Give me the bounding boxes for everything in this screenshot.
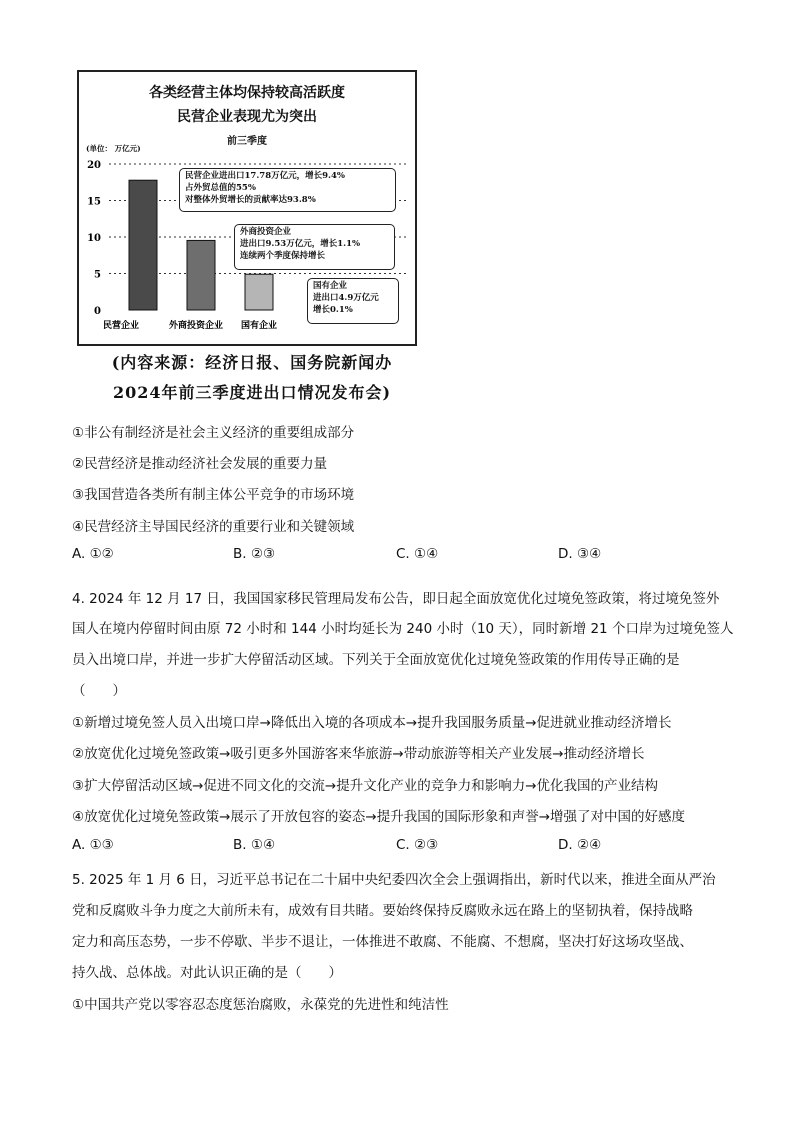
q5-statement-1: ①中国共产党以零容忍态度惩治腐败，永葆党的先进性和纯洁性 xyxy=(72,997,449,1013)
callout-line: 进出口4.9万亿元 xyxy=(313,293,379,303)
x-category-label: 国有企业 xyxy=(241,321,278,331)
q4-statement-2: ②放宽优化过境免签政策→吸引更多外国游客来华旅游→带动旅游等相关产业发展→推动经济增长 xyxy=(72,746,645,762)
q3-option-d[interactable]: D. ③④ xyxy=(558,546,602,562)
q4-stem-line: 员入出境口岸，并进一步扩大停留活动区域。下列关于全面放宽优化过境免签政策的作用传导正确的是 xyxy=(72,652,680,668)
callout-line: 国有企业 xyxy=(313,281,348,291)
chart-figure xyxy=(77,70,417,346)
callout-state xyxy=(307,278,399,324)
q3-option-a[interactable]: A. ①② xyxy=(72,546,114,562)
chart-title: 各类经营主体均保持较高活跃度 xyxy=(149,85,345,101)
q3-statement-1: ①非公有制经济是社会主义经济的重要组成部分 xyxy=(72,425,355,441)
q4-stem-line: 4. 2024 年 12 月 17 日，我国国家移民管理局发布公告，即日起全面放宽优化过境免签政策，将过境免签外 xyxy=(72,591,720,607)
q4-stem-line: 国人在境内停留时间由原 72 小时和 144 小时均延长为 240 小时（10 天），同时新增 21 个口岸为过境免签人 xyxy=(72,621,734,637)
callout-foreign xyxy=(234,224,395,270)
q4-option-b[interactable]: B. ①④ xyxy=(233,837,276,853)
callout-line: 进出口9.53万亿元，增长1.1% xyxy=(240,239,361,249)
bar-0 xyxy=(129,180,157,310)
source-note-line1: (内容来源：经济日报、国务院新闻办 xyxy=(111,353,393,372)
callout-line: 占外贸总值的55% xyxy=(185,183,256,193)
y-tick-label: 20 xyxy=(87,160,101,171)
y-tick-label: 15 xyxy=(87,196,101,208)
q5-stem-line: 定力和高压态势，一步不停歇、半步不退让，一体推进不敢腐、不能腐、不想腐，坚决打好这场攻坚战、 xyxy=(72,934,693,950)
q5-stem-line: 5. 2025 年 1 月 6 日，习近平总书记在二十届中央纪委四次全会上强调指出，新时代以来，推进全面从严治 xyxy=(72,872,716,888)
q4-stem-line: （ ） xyxy=(72,683,126,699)
q4-statement-1: ①新增过境免签人员入出境口岸→降低出入境的各项成本→提升我国服务质量→促进就业推动经济增长 xyxy=(72,715,672,731)
q4-option-a[interactable]: A. ①③ xyxy=(72,837,114,853)
y-tick-label: 0 xyxy=(94,306,101,317)
x-category-label: 民营企业 xyxy=(103,321,140,331)
q4-option-d[interactable]: D. ②④ xyxy=(558,837,602,853)
q3-option-b[interactable]: B. ②③ xyxy=(233,546,276,562)
q3-option-c[interactable]: C. ①④ xyxy=(396,546,439,562)
x-category-label: 外商投资企业 xyxy=(169,321,224,331)
bar-2 xyxy=(245,274,273,310)
callout-private xyxy=(179,168,396,212)
callout-line: 民营企业进出口17.78万亿元，增长9.4% xyxy=(185,171,345,181)
chart-title-line2: 民营企业表现尤为突出 xyxy=(177,109,317,125)
q5-stem-line: 持久战、总体战。对此认识正确的是（ ） xyxy=(72,965,342,981)
q3-statement-2: ②民营经济是推动经济社会发展的重要力量 xyxy=(72,456,328,472)
callout-line: 增长0.1% xyxy=(313,305,353,315)
chart-subtitle: 前三季度 xyxy=(227,136,267,147)
y-axis-unit: (单位： 万亿元) xyxy=(86,144,141,153)
q4-statement-4: ④放宽优化过境免签政策→展示了开放包容的姿态→提升我国的国际形象和声誉→增强了对中国的好感度 xyxy=(72,809,686,825)
q3-statement-3: ③我国营造各类所有制主体公平竞争的市场环境 xyxy=(72,487,355,503)
q5-stem-line: 党和反腐败斗争力度之大前所未有，成效有目共睹。要始终保持反腐败永远在路上的坚韧执着，保持战略 xyxy=(72,903,693,919)
y-tick-label: 5 xyxy=(94,269,101,281)
q4-statement-3: ③扩大停留活动区域→促进不同文化的交流→提升文化产业的竞争力和影响力→优化我国的产业结构 xyxy=(72,778,659,794)
y-tick-label: 10 xyxy=(87,233,101,244)
q3-statement-4: ④民营经济主导国民经济的重要行业和关键领域 xyxy=(72,519,355,535)
callout-line: 外商投资企业 xyxy=(240,227,292,237)
q4-option-c[interactable]: C. ②③ xyxy=(396,837,439,853)
bar-1 xyxy=(187,240,215,310)
callout-line: 连续两个季度保持增长 xyxy=(240,251,326,261)
callout-line: 对整体外贸增长的贡献率达93.8% xyxy=(185,195,316,205)
source-note-line2: 2024年前三季度进出口情况发布会) xyxy=(112,383,392,402)
